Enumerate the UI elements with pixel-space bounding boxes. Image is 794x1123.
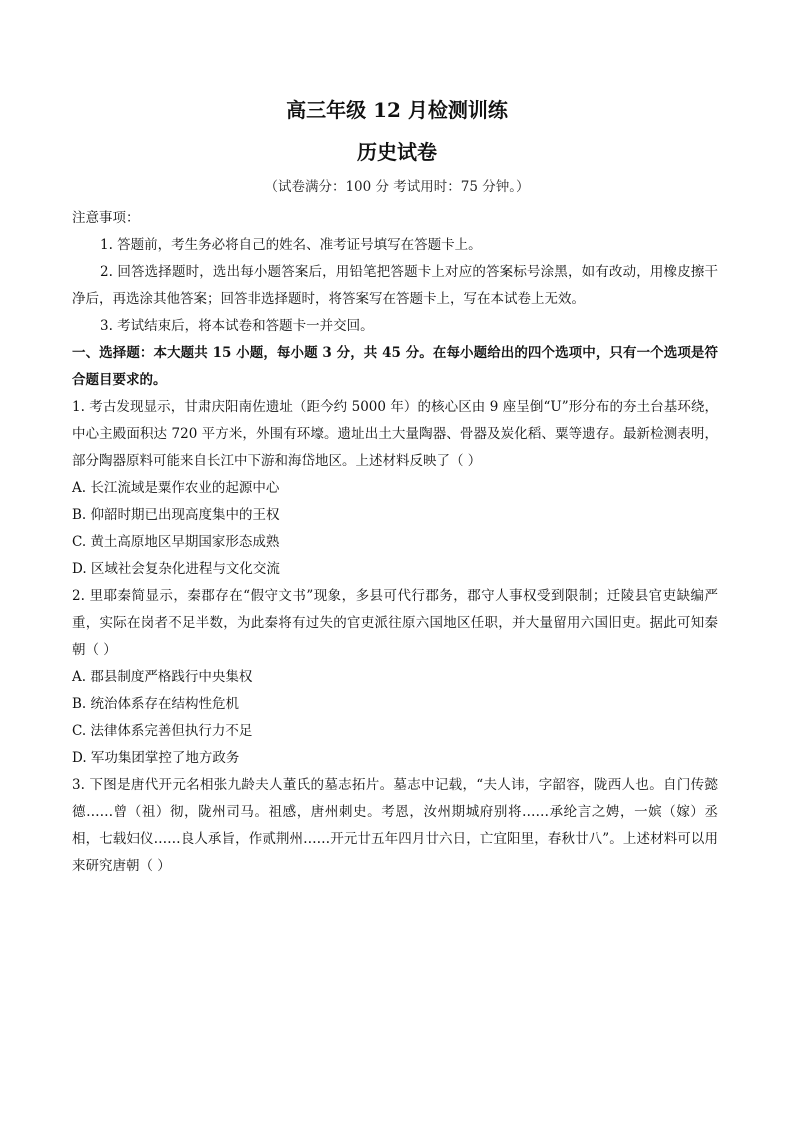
exam-content xyxy=(72,205,718,880)
question-option: C. 法律体系完善但执行力不足 xyxy=(72,723,253,739)
question-stem: 1. 考古发现显示，甘肃庆阳南佐遗址（距今约 5000 年）的核心区由 9 座呈倒“U”形分布的夯土台基环绕，中心主殿面积达 720 平方米，外围有环壕。遗址出土大量陶器、骨器及炭化稻、粟等遗存。最新检测表明，部分陶器原料可能来自长江中下游和海岱地区。上述材料反映了（ ） xyxy=(72,399,718,469)
notice-item: 1. 答题前，考生务必将自己的姓名、准考证号填写在答题卡上。 xyxy=(100,237,482,253)
question-option: C. 黄土高原地区早期国家形态成熟 xyxy=(72,534,280,550)
subject-title: 历史试卷 xyxy=(357,140,437,164)
section-heading: 一、选择题：本大题共 15 小题，每小题 3 分，共 45 分。在每小题给出的四个选项中，只有一个选项是符合题目要求的。 xyxy=(72,345,718,388)
notice-heading: 注意事项： xyxy=(72,210,140,226)
question-option: A. 郡县制度严格践行中央集权 xyxy=(72,669,253,685)
question-option: D. 区域社会复杂化进程与文化交流 xyxy=(72,561,280,577)
notice-item: 3. 考试结束后，将本试卷和答题卡一并交回。 xyxy=(100,318,374,334)
question-stem: 2. 里耶秦简显示，秦郡存在“假守文书”现象，多县可代行郡务，郡守人事权受到限制；迁陵县官吏缺编严重，实际在岗者不足半数，为此秦将有过失的官吏派往原六国地区任职，并大量留用六国旧吏。据此可知秦朝（ ） xyxy=(72,588,718,658)
question-option: B. 统治体系存在结构性危机 xyxy=(72,696,240,712)
exam-info: （试卷满分：100 分 考试用时：75 分钟。） xyxy=(264,179,530,195)
exam-title: 高三年级 12 月检测训练 xyxy=(286,98,508,122)
question-stem: 3. 下图是唐代开元名相张九龄夫人董氏的墓志拓片。墓志中记载，“夫人讳，字韶容，陇西人也。自门传懿德……曾（祖）彻，陇州司马。祖感，唐州刺史。考恩，汝州期城府别将……承纶言之娉，一嫔（嫁）丞相，七载妇仪……良人承旨，作贰荆州……开元廿五年四月廿六日，亡宜阳里，春秋廿八”。上述材料可以用来研究唐朝（ ） xyxy=(72,777,718,874)
question-option: A. 长江流域是粟作农业的起源中心 xyxy=(72,480,280,496)
question-option: B. 仰韶时期已出现高度集中的王权 xyxy=(72,507,280,523)
notice-item: 2. 回答选择题时，选出每小题答案后，用铅笔把答题卡上对应的答案标号涂黑，如有改动，用橡皮擦干净后，再选涂其他答案；回答非选择题时，将答案写在答题卡上，写在本试卷上无效。 xyxy=(72,264,718,307)
question-option: D. 军功集团掌控了地方政务 xyxy=(72,750,240,766)
